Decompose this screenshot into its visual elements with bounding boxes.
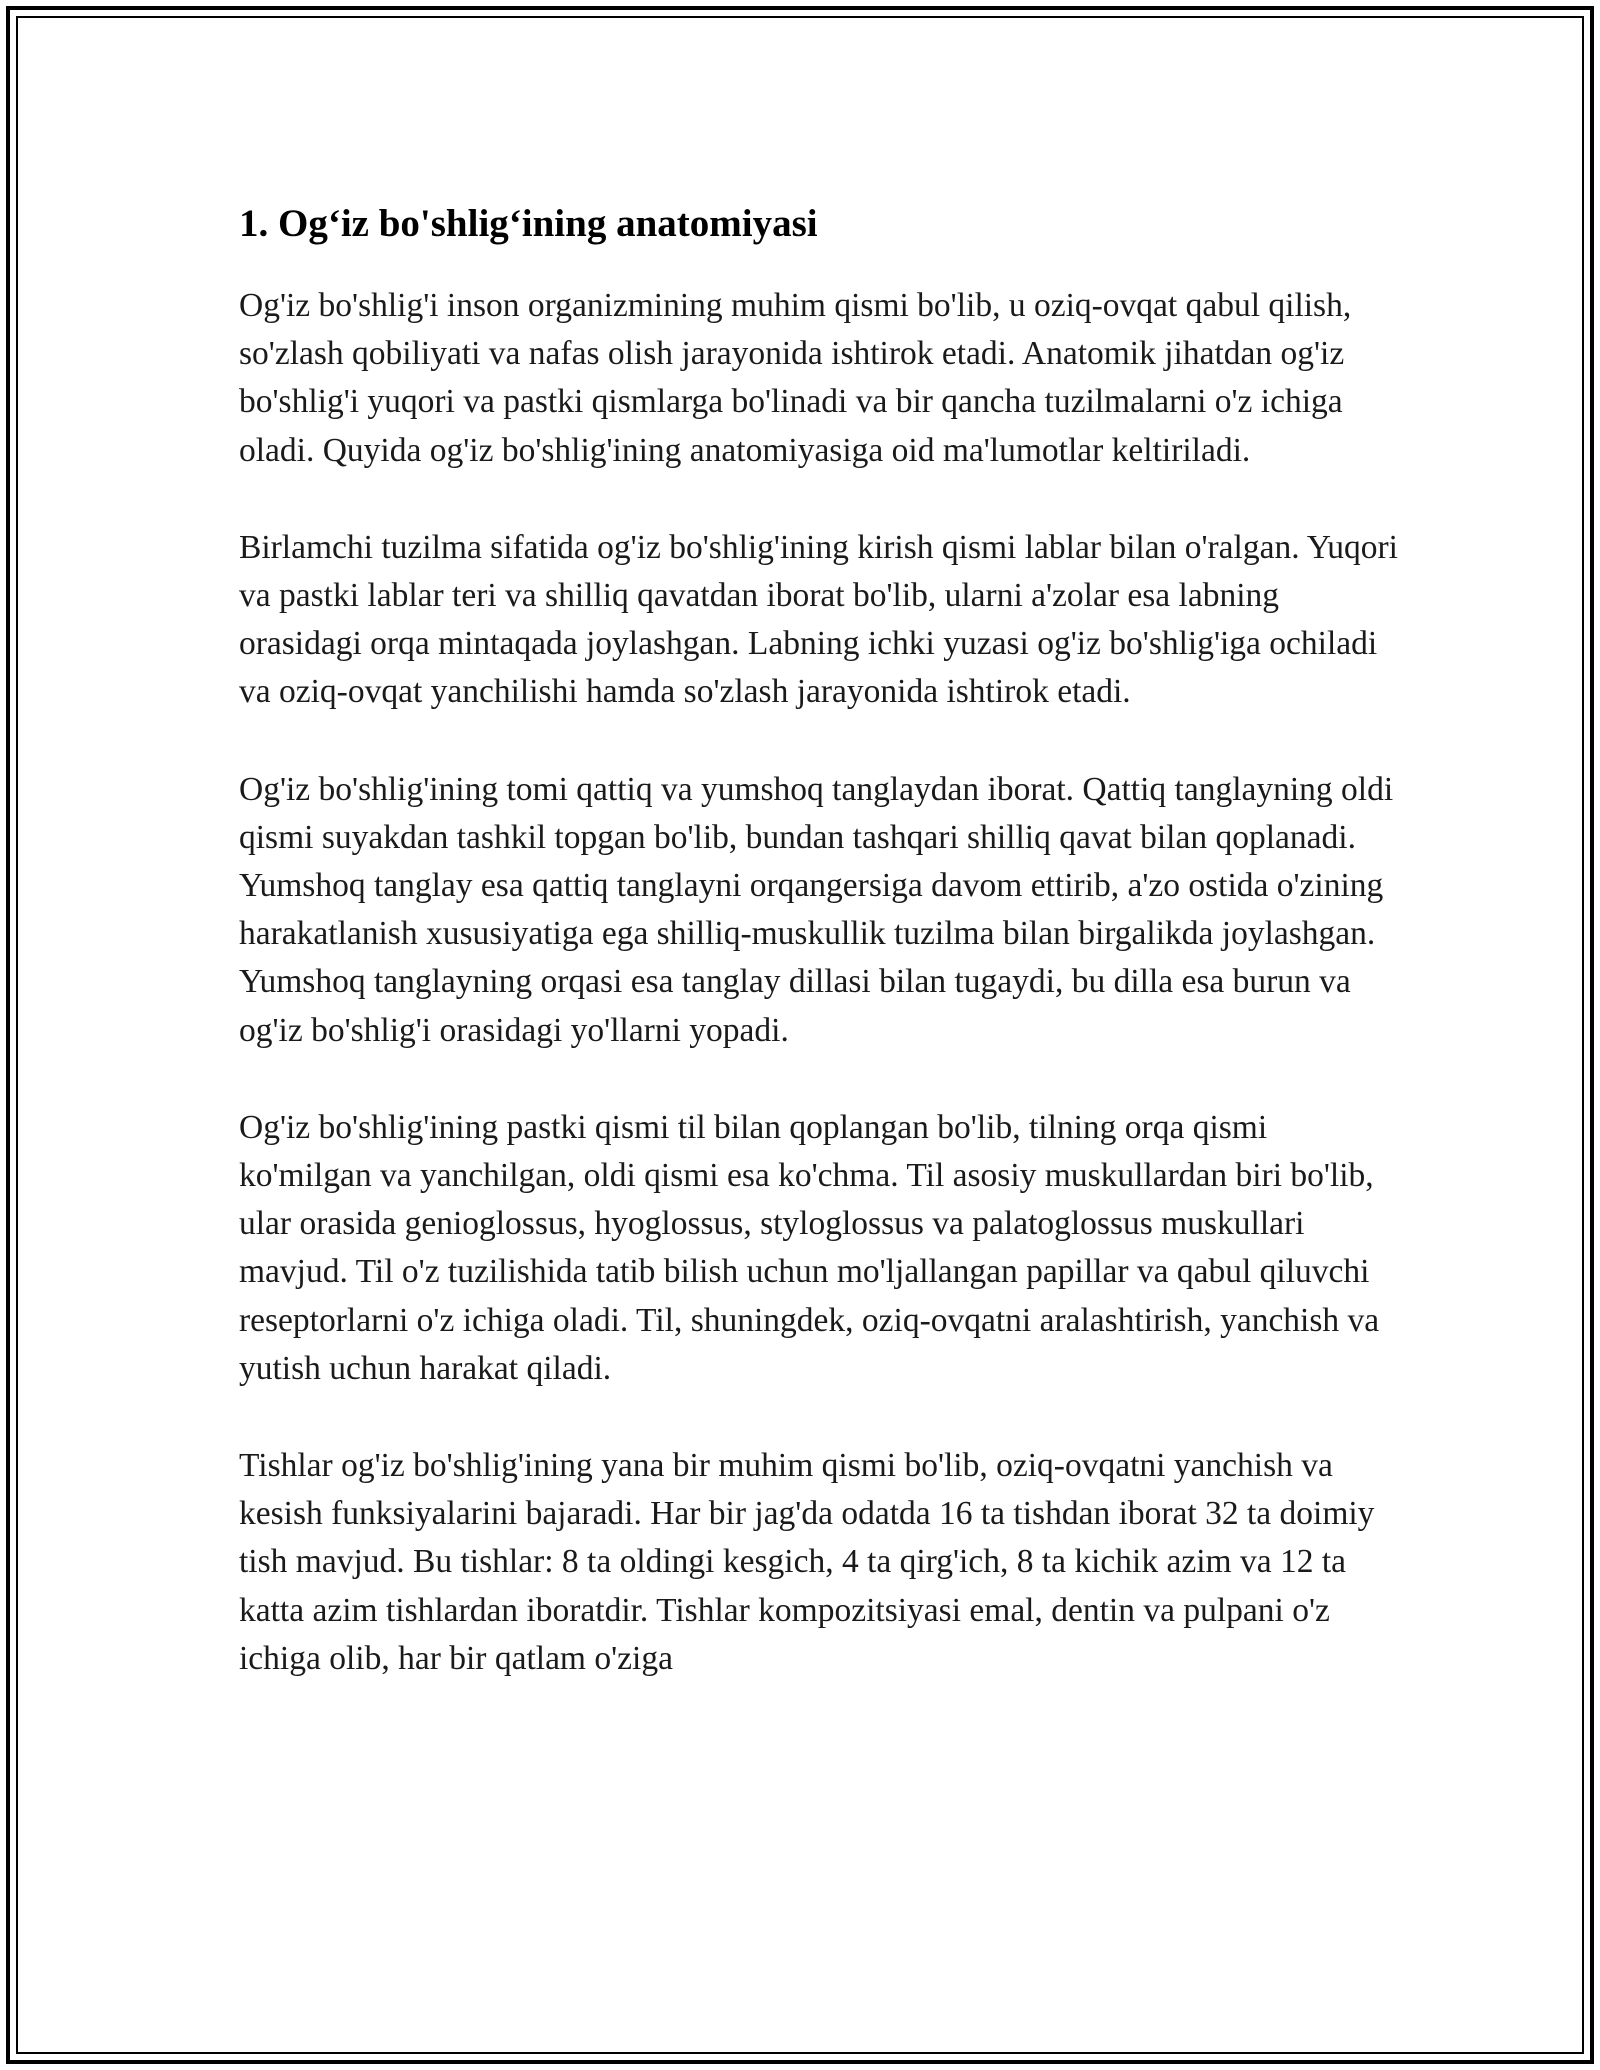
paragraph-5: Tishlar og'iz bo'shlig'ining yana bir muhim qismi bo'lib, oziq-ovqatni yanchish va kesish funksiyalarini bajaradi. Har bir jag'da odatda 16 ta tishdan iborat 32 ta doimiy tish mavjud. Bu tishlar: 8 ta oldingi kesgich, 4 ta qirg'ich, 8 ta kichik azim va 12 ta katta azim tishlardan iboratdir. Tishlar kompozitsiyasi emal, dentin va pulpani o'z ichiga olib, har bir qatlam o'ziga xyxy=(239,1447,1375,1677)
paragraph-4: Og'iz bo'shlig'ining pastki qismi til bilan qoplangan bo'lib, tilning orqa qismi ko'milgan va yanchilgan, oldi qismi esa ko'chma. Til asosiy muskullardan biri bo'lib, ular orasida genioglossus, hyoglossus, styloglossus va palatoglossus muskullari mavjud. Til o'z tuzilishida tatib bilish uchun mo'ljallangan papillar va qabul qiluvchi reseptorlarni o'z ichiga oladi. Til, shuningdek, oziq-ovqatni aralashtirish, yanchish va yutish uchun harakat qiladi. xyxy=(239,1108,1380,1387)
document-page xyxy=(6,6,1594,2064)
section-heading: 1. Og‘iz bo'shlig‘ining anatomiyasi xyxy=(239,202,818,245)
document-content xyxy=(239,198,1399,1732)
paragraph-2: Birlamchi tuzilma sifatida og'iz bo'shlig'ining kirish qismi lablar bilan o'ralgan. Yuqori va pastki lablar teri va shilliq qavatdan iborat bo'lib, ularni a'zolar esa labning orasidagi orqa mintaqada joylashgan. Labning ichki yuzasi og'iz bo'shlig'iga ochiladi va oziq-ovqat yanchilishi hamda so'zlash jarayonida ishtirok etadi. xyxy=(239,528,1398,711)
paragraph-1: Og'iz bo'shlig'i inson organizmining muhim qismi bo'lib, u oziq-ovqat qabul qilish, so'zlash qobiliyati va nafas olish jarayonida ishtirok etadi. Anatomik jihatdan og'iz bo'shlig'i yuqori va pastki qismlarga bo'linadi va bir qancha tuzilmalarni o'z ichiga oladi. Quyida og'iz bo'shlig'ining anatomiyasiga oid ma'lumotlar keltiriladi. xyxy=(239,287,1352,469)
paragraph-3: Og'iz bo'shlig'ining tomi qattiq va yumshoq tanglaydan iborat. Qattiq tanglayning oldi qismi suyakdan tashkil topgan bo'lib, bundan tashqari shilliq qavat bilan qoplanadi. Yumshoq tanglay esa qattiq tanglayni orqangersiga davom ettirib, a'zo ostida o'zining harakatlanish xususiyatiga ega shilliq-muskullik tuzilma bilan birgalikda joylashgan. Yumshoq tanglayning orqasi esa tanglay dillasi bilan tugaydi, bu dilla esa burun va og'iz bo'shlig'i orasidagi yo'llarni yopadi. xyxy=(239,770,1394,1049)
